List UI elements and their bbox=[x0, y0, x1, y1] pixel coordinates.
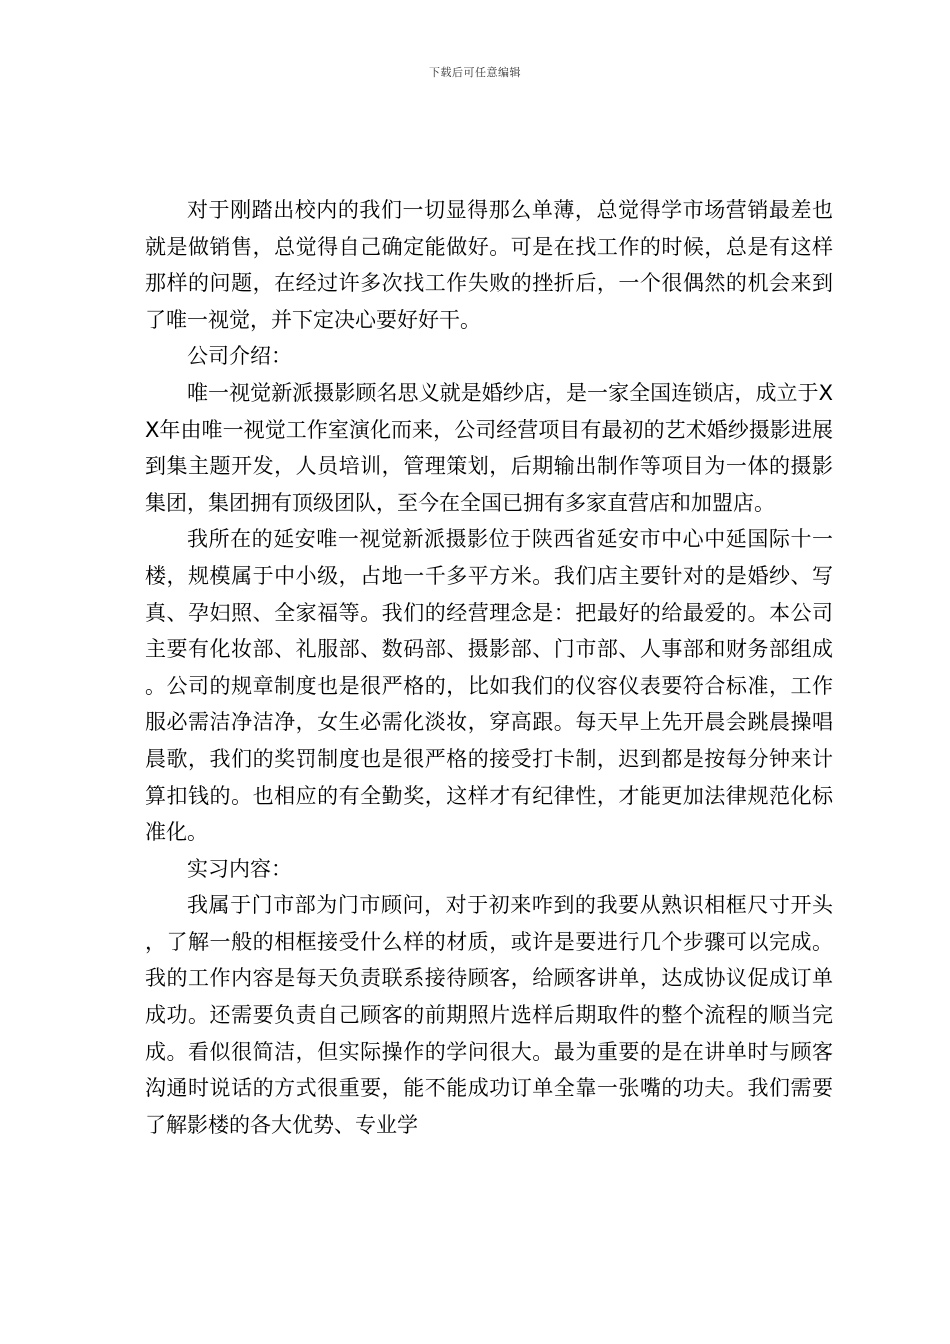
section-heading-company: 公司介绍： bbox=[187, 344, 292, 369]
paragraph-company-intro: 唯一视觉新派摄影顾名思义就是婚纱店，是一家全国连锁店，成立于XX年由唯一视觉工作室演化而来，公司经营项目有最初的艺术婚纱摄影进展到集主题开发，人员培训，管理策划，后期输出制作等项目为一体的摄影集团，集团拥有顶级团队，至今在全国已拥有多家直营店和加盟店。 bbox=[145, 380, 833, 515]
paragraph-intro: 对于刚踏出校内的我们一切显得那么单薄，总觉得学市场营销最差也就是做销售，总觉得自己确定能做好。可是在找工作的时候，总是有这样那样的问题，在经过许多次找工作失败的挫折后，一个很偶然的机会来到了唯一视觉，并下定决心要好好干。 bbox=[145, 198, 833, 332]
document-body bbox=[145, 192, 833, 1143]
paragraph-store-details: 我所在的延安唯一视觉新派摄影位于陕西省延安市中心中延国际十一楼，规模属于中小级，占地一千多平方米。我们店主要针对的是婚纱、写真、孕妇照、全家福等。我们的经营理念是：把最好的给最爱的。本公司主要有化妆部、礼服部、数码部、摄影部、门市部、人事部和财务部组成。公司的规章制度也是很严格的，比如我们的仪容仪表要符合标准，工作服必需洁净洁净，女生必需化淡妆，穿高跟。每天早上先开晨会跳晨操唱晨歌，我们的奖罚制度也是很严格的接受打卡制，迟到都是按每分钟来计算扣钱的。也相应的有全勤奖，这样才有纪律性，才能更加法律规范化标准化。 bbox=[145, 527, 833, 845]
paragraph-internship-content: 我属于门市部为门市顾问，对于初来咋到的我要从熟识相框尺寸开头，了解一般的相框接受什么样的材质，或许是要进行几个步骤可以完成。我的工作内容是每天负责联系接待顾客，给顾客讲单，达成协议促成订单成功。还需要负责自己顾客的前期照片选样后期取件的整个流程的顺当完成。看似很简洁，但实际操作的学问很大。最为重要的是在讲单时与顾客沟通时说话的方式很重要，能不能成功订单全靠一张嘴的功夫。我们需要了解影楼的各大优势、专业学 bbox=[145, 893, 833, 1137]
page-header: 下载后可任意编辑 bbox=[429, 66, 521, 79]
section-heading-internship: 实习内容： bbox=[187, 856, 292, 881]
